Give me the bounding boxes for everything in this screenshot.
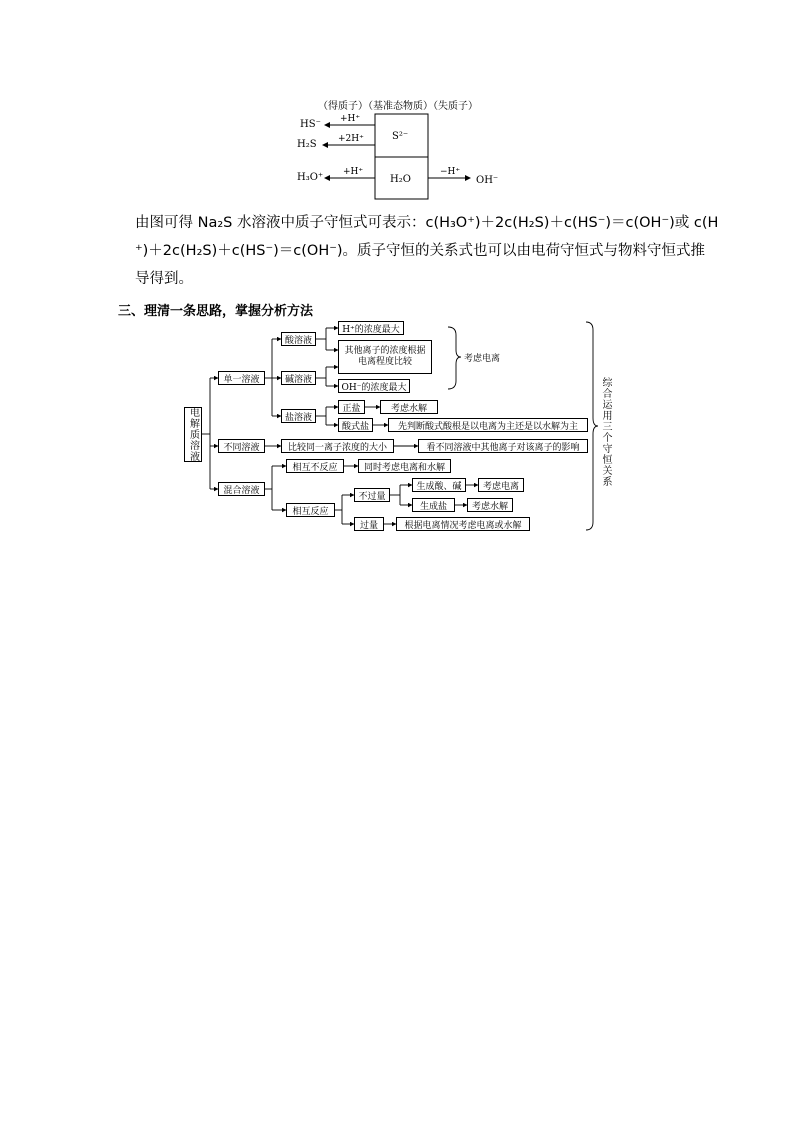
consider-hydrolysis-box: 考虑水解: [380, 400, 438, 414]
section-heading: 三、理清一条思路，掌握分析方法: [118, 304, 314, 319]
both-box: 同时考虑电离和水解: [358, 459, 451, 473]
gen-salt-box: 生成盐: [412, 498, 455, 512]
h3o-label: H₃O⁺: [297, 172, 324, 183]
no-reaction-box: 相互不反应: [286, 459, 344, 473]
h-max-box: H⁺的浓度最大: [338, 321, 404, 335]
root-label: 电解质溶液: [187, 407, 199, 462]
consider-hydrolysis-box-2: 考虑水解: [467, 498, 513, 512]
consider-ionization-label: 考虑电离: [464, 354, 501, 364]
gen-acid-base-box: 生成酸、碱: [412, 478, 466, 492]
normal-salt-box: 正盐: [338, 400, 365, 414]
not-excess-box: 不过量: [354, 488, 390, 502]
hs-label: HS⁻: [300, 119, 321, 130]
acid-salt-rule-box: 先判断酸式酸根是以电离为主还是以水解为主: [388, 418, 588, 432]
excess-box: 过量: [354, 517, 384, 531]
oh-max-box: OH⁻的浓度最大: [338, 379, 410, 393]
excess-rule-box: 根据电离情况考虑电离或水解: [396, 517, 530, 531]
influence-box: 看不同溶液中其他离子对该离子的影响: [418, 439, 588, 453]
other-ions-line-2: 电离程度比较: [357, 357, 412, 367]
proton-diagram-header: （得质子）（基准态物质）（失质子）: [318, 101, 478, 112]
other-ions-line-1: 其他离子的浓度根据: [344, 346, 426, 356]
s2-label: S²⁻: [392, 131, 409, 142]
single-solution-box: 单一溶液: [218, 371, 265, 385]
plus-h-label-2: +H⁺: [343, 167, 364, 177]
paragraph-line-2: ⁺)＋2c(H₂S)＋c(HS⁻)＝c(OH⁻)。质子守恒的关系式也可以由电荷守恒式与物料守恒式推: [135, 243, 706, 259]
base-solution-box: 碱溶液: [281, 371, 316, 385]
h2s-label: H₂S: [297, 139, 317, 150]
acid-salt-box: 酸式盐: [338, 418, 373, 432]
mixed-solution-box: 混合溶液: [218, 482, 265, 496]
consider-ionization-box: 考虑电离: [478, 478, 524, 492]
plus-h-label: +H⁺: [340, 114, 361, 124]
other-ions-box: [338, 340, 432, 374]
acid-solution-box: 酸溶液: [281, 332, 316, 346]
salt-solution-box: 盐溶液: [281, 409, 316, 423]
plus-2h-label: +2H⁺: [338, 134, 364, 144]
paragraph-line-3: 导得到。: [135, 271, 193, 287]
react-box: 相互反应: [286, 503, 335, 517]
root-electrolyte-box: [184, 407, 202, 462]
h2o-label: H₂O: [390, 174, 411, 185]
minus-h-label: −H⁺: [440, 167, 461, 177]
paragraph-line-1: 由图可得 Na₂S 水溶液中质子守恒式可表示：c(H₃O⁺)＋2c(H₂S)＋c(HS⁻)＝c(OH⁻)或 c(H: [135, 215, 719, 231]
compare-ion-box: 比较同一离子浓度的大小: [281, 439, 394, 453]
different-solution-box: 不同溶液: [218, 439, 265, 453]
oh-label: OH⁻: [476, 175, 499, 186]
side-label: 综合运用三个守恒关系: [600, 377, 611, 487]
